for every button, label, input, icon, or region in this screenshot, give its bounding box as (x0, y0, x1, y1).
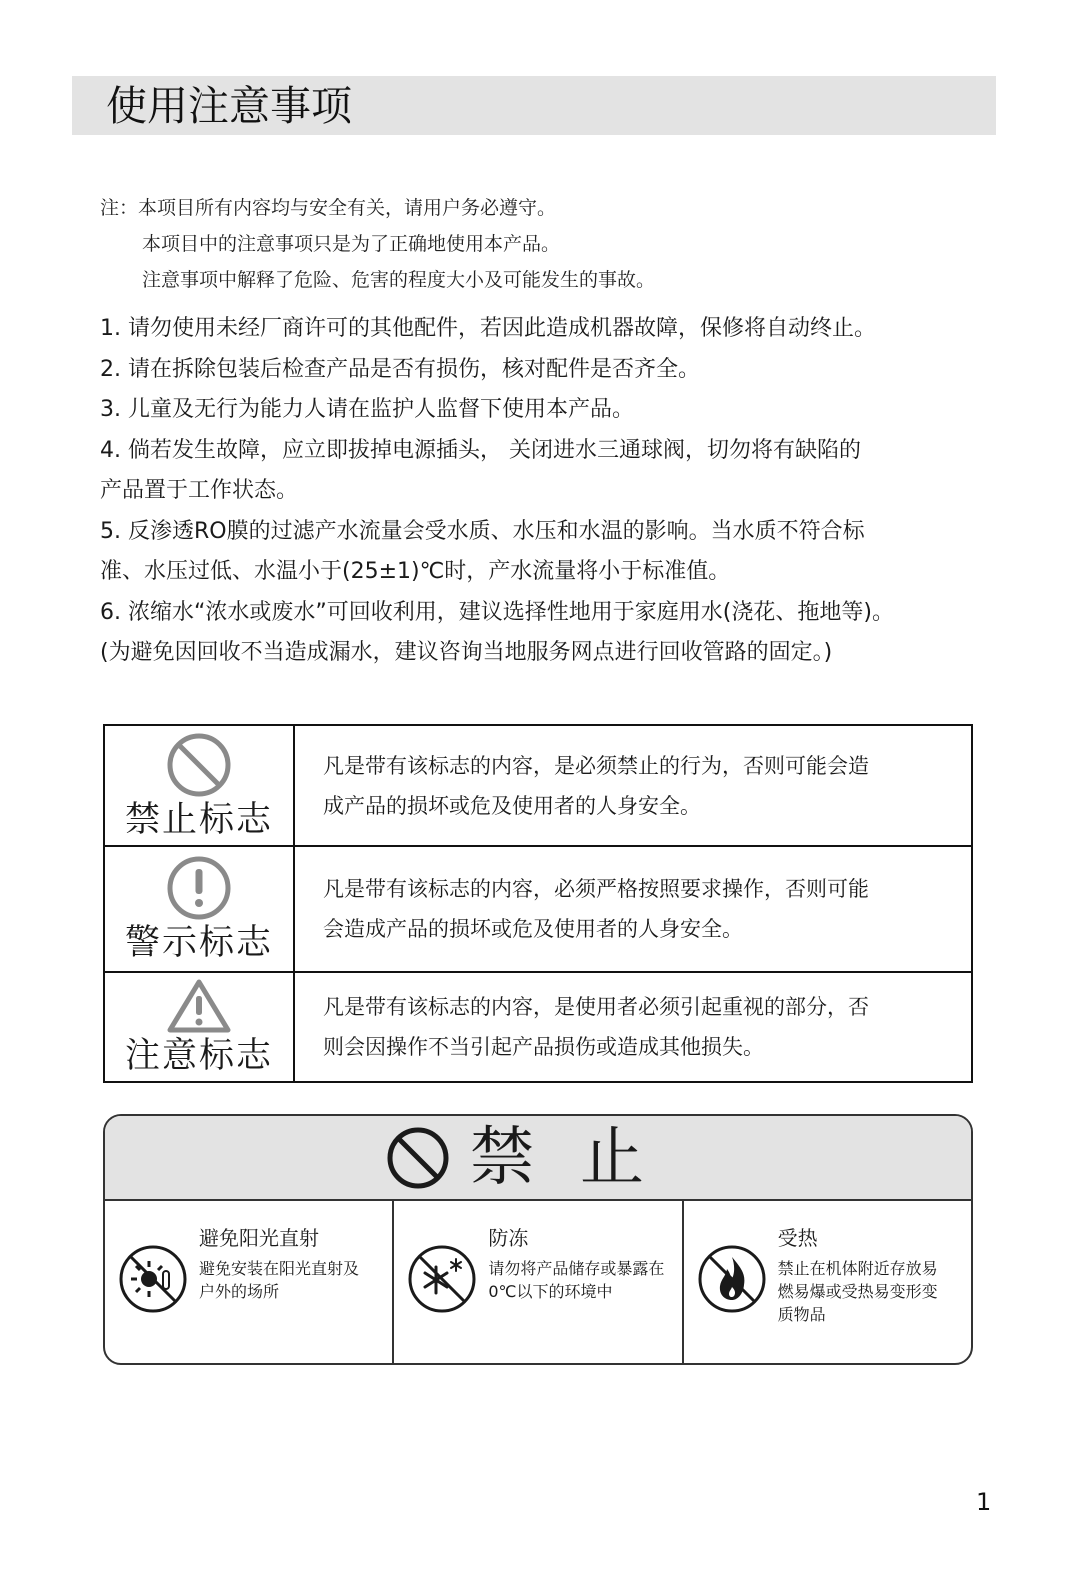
prohibition-item-desc: 禁止在机体附近存放易 (777, 1259, 938, 1278)
prohibition-text (778, 1223, 963, 1326)
list-item: 5. 反渗透RO膜的过滤产水流量会受水质、水压和水温的影响。当水质不符合标 (100, 518, 865, 544)
prohibition-text (199, 1223, 384, 1303)
sign-description (294, 972, 972, 1082)
note-line: 本项目中的注意事项只是为了正确地使用本产品。 (142, 233, 561, 255)
note-line: 注意事项中解释了危险、危害的程度大小及可能发生的事故。 (142, 269, 656, 291)
page-number: 1 (976, 1488, 992, 1516)
description-line: 成产品的损坏或危及使用者的人身安全。 (323, 793, 701, 818)
list-item: 3. 儿童及无行为能力人请在监护人监督下使用本产品。 (100, 397, 634, 422)
prohibition-item-desc: 户外的场所 (199, 1282, 280, 1301)
sign-cell (104, 725, 294, 846)
description-line: 会造成产品的损坏或危及使用者的人身安全。 (323, 917, 743, 941)
sign-legend-table (103, 724, 973, 1083)
description-line: 凡是带有该标志的内容，必须严格按照要求操作，否则可能 (323, 877, 869, 901)
sign-cell (104, 972, 294, 1082)
prohibition-item-desc: 0℃以下的环境中 (488, 1282, 613, 1301)
page-title: 使用注意事项 (106, 82, 352, 130)
list-item: 产品置于工作状态。 (100, 478, 299, 503)
prohibition-header (105, 1116, 971, 1201)
prohibition-item (392, 1201, 681, 1365)
description-line: 凡是带有该标志的内容，是使用者必须引起重视的部分，否 (323, 995, 869, 1019)
prohibition-text (488, 1223, 673, 1303)
note-line: 注：本项目所有内容均与安全有关，请用户务必遵守。 (100, 197, 557, 219)
sign-name: 警示标志 (124, 923, 273, 963)
prohibition-panel (103, 1114, 973, 1365)
table-row (104, 846, 972, 972)
precaution-list (100, 309, 1000, 674)
description-line: 则会因操作不当引起产品损伤或造成其他损失。 (323, 1035, 764, 1059)
prohibition-items (105, 1201, 971, 1365)
prohibition-icon (386, 1126, 450, 1190)
list-item: 2. 请在拆除包装后检查产品是否有损伤，核对配件是否齐全。 (100, 356, 700, 382)
prohibition-item (682, 1201, 971, 1365)
list-item: 6. 浓缩水“浓水或废水”可回收利用，建议选择性地用于家庭用水(浇花、拖地等)。 (100, 599, 894, 625)
prohibition-item-desc: 质物品 (777, 1305, 826, 1324)
notes-block (100, 190, 655, 298)
prohibition-icon (166, 732, 232, 798)
list-item: 准、水压过低、水温小于(25±1)℃时，产水流量将小于标准值。 (100, 559, 731, 584)
sign-description (294, 846, 972, 972)
title-bar (72, 76, 996, 135)
sign-name: 禁止标志 (124, 799, 273, 840)
sign-name: 注意标志 (124, 1036, 273, 1076)
description-line: 凡是带有该标志的内容，是必须禁止的行为，否则可能会造 (323, 753, 869, 778)
list-item: 1. 请勿使用未经厂商许可的其他配件，若因此造成机器故障，保修将自动终止。 (100, 316, 876, 341)
prohibition-title: 禁止 (470, 1120, 690, 1195)
table-row (104, 725, 972, 846)
table-row (104, 972, 972, 1082)
no-freeze-icon (406, 1243, 478, 1315)
prohibition-item-desc: 请勿将产品储存或暴露在 (488, 1259, 665, 1278)
prohibition-item (105, 1201, 392, 1365)
prohibition-item-title: 避免阳光直射 (199, 1226, 319, 1250)
list-item: 4. 倘若发生故障，应立即拔掉电源插头， 关闭进水三通球阀，切勿将有缺陷的 (100, 437, 861, 463)
prohibition-item-desc: 燃易爆或受热易变形变 (777, 1282, 938, 1301)
prohibition-item-desc: 避免安装在阳光直射及 (199, 1259, 360, 1278)
list-item: (为避免因回收不当造成漏水，建议咨询当地服务网点进行回收管路的固定。) (100, 640, 833, 665)
warning-icon (166, 855, 232, 921)
caution-triangle-icon (166, 978, 232, 1034)
no-heat-icon (696, 1243, 768, 1315)
no-sunlight-icon (117, 1243, 189, 1315)
prohibition-item-title: 防冻 (488, 1226, 529, 1250)
sign-cell (104, 846, 294, 972)
prohibition-item-title: 受热 (777, 1226, 818, 1250)
sign-description (294, 725, 972, 846)
